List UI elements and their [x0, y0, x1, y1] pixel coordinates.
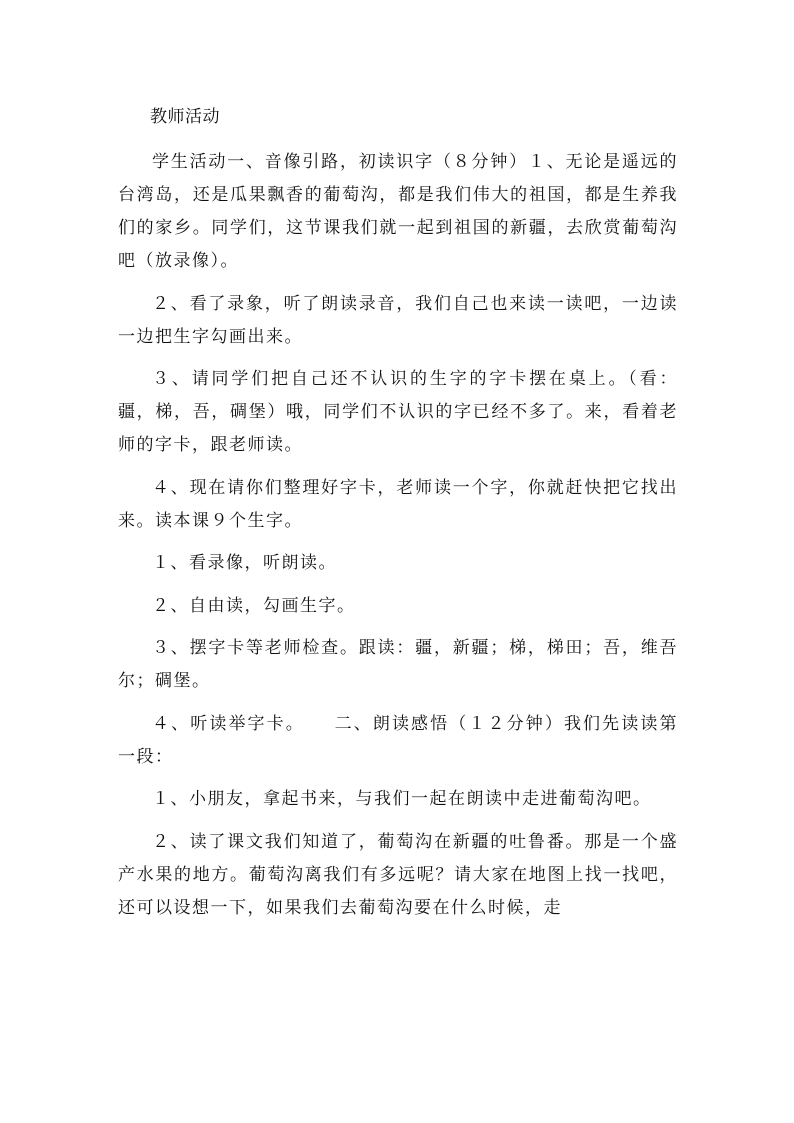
paragraph-6: ２、自由读，勾画生字。 [152, 595, 356, 616]
paragraph-7: ３、摆字卡等老师检查。跟读：疆，新疆；梯，梯田；吾，维吾尔；碉堡。 [118, 638, 678, 691]
paragraph-4: ４、现在请你们整理好字卡，老师读一个字，你就赶快把它找出来。读本课９个生字。 [118, 477, 678, 531]
section-heading: 教师活动 [150, 107, 220, 127]
paragraph-5: １、看录像，听朗读。 [152, 553, 337, 573]
paragraph-1: 学生活动一、音像引路，初读识字（８分钟）１、无论是遥远的台湾岛，还是瓜果飘香的葡萄沟，都是我们伟大的祖国，都是生养我们的家乡。同学们，这节课我们就一起到祖国的新疆，去欣赏葡萄沟吧（放录像）。 [118, 152, 678, 271]
paragraph-2: ２、看了录象，听了朗读录音，我们自己也来读一读吧，一边读一边把生字勾画出来。 [118, 293, 678, 347]
paragraph-3: ３、请同学们把自己还不认识的生字的字卡摆在桌上。（看：疆，梯，吾，碉堡）哦，同学们不认识的字已经不多了。来，看着老师的字卡，跟老师读。 [118, 369, 678, 455]
paragraph-10: ２、读了课文我们知道了，葡萄沟在新疆的吐鲁番。那是一个盛产水果的地方。葡萄沟离我们有多远呢？请大家在地图上找一找吧，还可以设想一下，如果我们去葡萄沟要在什么时候，走 [118, 831, 678, 918]
document-body [118, 146, 678, 934]
paragraph-9: １、小朋友，拿起书来，与我们一起在朗读中走进葡萄沟吧。 [152, 789, 652, 809]
paragraph-8: ４、听读举字卡。 二、朗读感悟（１２分钟）我们先读读第一段： [118, 713, 678, 767]
